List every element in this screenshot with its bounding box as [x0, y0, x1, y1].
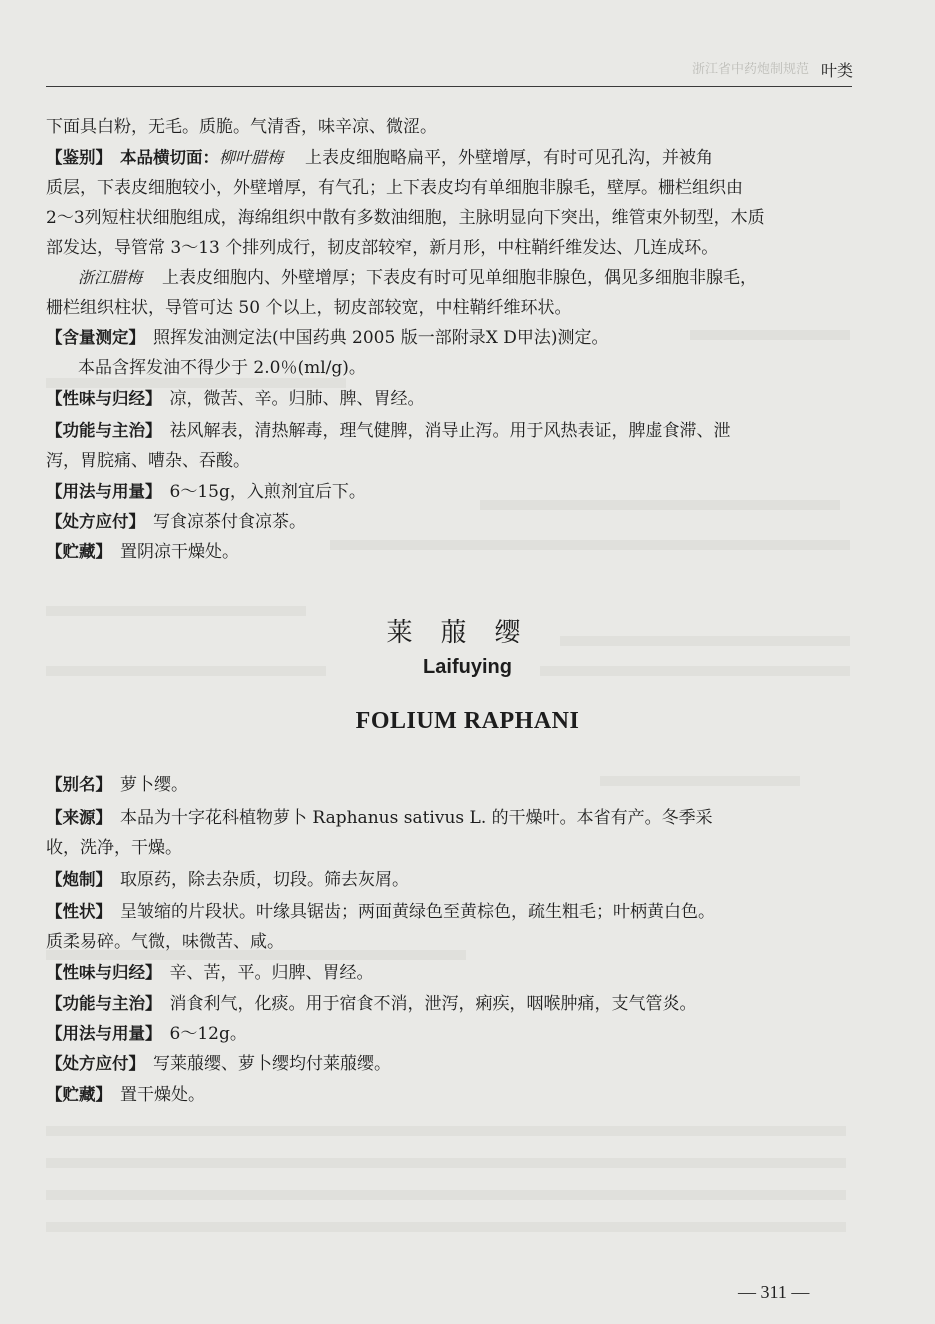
section-text: 取原药，除去杂质，切段。筛去灰屑。: [120, 870, 409, 890]
section-subhead: 本品横切面：: [120, 148, 219, 167]
variety-name: 浙江腊梅: [78, 268, 143, 287]
text-line: 部发达，导管常 3～13 个排列成行，韧皮部较窄，新月形，中柱鞘纤维发达、几连成环。: [46, 238, 719, 258]
page-number: — 311 —: [738, 1282, 810, 1302]
text-line: 质层，下表皮细胞较小，外壁增厚，有气孔；上下表皮均有单细胞非腺毛，壁厚。栅栏组织由: [46, 178, 743, 198]
section-tag: 【性味与归经】: [46, 963, 162, 982]
header-rule: [46, 86, 852, 87]
text-line: [46, 1082, 856, 1108]
bleed-through-mark: [46, 1222, 846, 1232]
text-line: [46, 805, 856, 831]
section-text: 祛风解表，清热解毒，理气健脾，消导止泻。用于风热表证，脾虚食滞、泄: [169, 421, 731, 441]
text-line: 本品含挥发油不得少于 2.0％(ml/g)。: [78, 358, 366, 378]
section-tag: 【处方应付】: [46, 512, 145, 531]
section-text: 凉，微苦、辛。归肺、脾、胃经。: [169, 389, 425, 409]
variety-name: 柳叶腊梅: [219, 148, 284, 167]
text-line: [78, 265, 888, 291]
running-header-faint: 浙江省中药炮制规范: [692, 62, 810, 77]
text-line: [46, 899, 856, 925]
text-line: 收，洗净，干燥。: [46, 838, 182, 858]
text-line: 栅栏组织柱状，导管可达 50 个以上，韧皮部较宽，中柱鞘纤维环状。: [46, 298, 572, 318]
text-line: [46, 145, 856, 171]
text-line: [46, 772, 856, 798]
section-text: 消食利气，化痰。用于宿食不消，泄泻，痢疾，咽喉肿痛，支气管炎。: [169, 994, 697, 1014]
text-line: [46, 991, 856, 1017]
section-tag: 【炮制】: [46, 870, 112, 889]
bleed-through-mark: [46, 1158, 846, 1168]
text-line: [46, 418, 856, 444]
text-line: [46, 509, 856, 535]
section-tag: 【别名】: [46, 775, 112, 794]
section-text: 写食凉茶付食凉茶。: [153, 512, 306, 532]
text-line: [46, 1021, 856, 1047]
text-line: [46, 386, 856, 412]
section-tag: 【来源】: [46, 808, 112, 827]
section-text: 上表皮细胞略扁平，外壁增厚，有时可见孔沟，并被角: [305, 148, 714, 168]
section-tag: 【鉴别】: [46, 148, 112, 167]
section-tag: 【用法与用量】: [46, 482, 162, 501]
text-line: [46, 479, 856, 505]
section-text: 辛、苦，平。归脾、胃经。: [169, 963, 374, 983]
section-tag: 【含量测定】: [46, 328, 145, 347]
text-line: [46, 539, 856, 565]
text-line: [46, 960, 856, 986]
section-tag: 【贮藏】: [46, 1085, 112, 1104]
section-text: 置阴凉干燥处。: [120, 542, 239, 562]
section-text: 本品为十字花科植物萝卜 Raphanus sativus L. 的干燥叶。本省有产。冬季采: [120, 808, 713, 828]
section-tag: 【功能与主治】: [46, 994, 162, 1013]
text-line: 泻，胃脘痛、嘈杂、吞酸。: [46, 451, 250, 471]
running-header-category: 叶类: [820, 61, 853, 80]
bleed-through-mark: [46, 1126, 846, 1136]
entry-title-latin: FOLIUM RAPHANI: [355, 708, 580, 734]
section-tag: 【处方应付】: [46, 1054, 145, 1073]
section-tag: 【性状】: [46, 902, 112, 921]
section-text: 6～15g，入煎剂宜后下。: [169, 482, 366, 502]
section-text: 置干燥处。: [120, 1085, 205, 1105]
text-line: [46, 325, 856, 351]
text-line: 质柔易碎。气微，味微苦、咸。: [46, 932, 284, 952]
text-line: 下面具白粉，无毛。质脆。气清香，味辛凉、微涩。: [46, 117, 437, 137]
entry-title-pinyin: Laifuying: [423, 656, 512, 678]
entry-title-chinese: 莱菔缨: [386, 618, 549, 648]
text-line: [46, 1051, 856, 1077]
section-tag: 【功能与主治】: [46, 421, 162, 440]
section-tag: 【贮藏】: [46, 542, 112, 561]
text-line: 2～3列短柱状细胞组成，海绵组织中散有多数油细胞，主脉明显向下突出，维管束外韧型，木质: [46, 208, 765, 228]
section-tag: 【用法与用量】: [46, 1024, 162, 1043]
section-text: 照挥发油测定法(中国药典 2005 版一部附录Ⅹ D甲法)测定。: [153, 328, 609, 348]
bleed-through-mark: [46, 1190, 846, 1200]
section-text: 写莱菔缨、萝卜缨均付莱菔缨。: [153, 1054, 391, 1074]
section-text: 上表皮细胞内、外壁增厚；下表皮有时可见单细胞非腺色，偶见多细胞非腺毛，: [162, 268, 758, 288]
section-text: 6～12g。: [169, 1024, 247, 1044]
text-line: [46, 867, 856, 893]
section-tag: 【性味与归经】: [46, 389, 162, 408]
section-text: 呈皱缩的片段状。叶缘具锯齿；两面黄绿色至黄棕色，疏生粗毛；叶柄黄白色。: [120, 902, 715, 922]
section-text: 萝卜缨。: [120, 775, 188, 795]
